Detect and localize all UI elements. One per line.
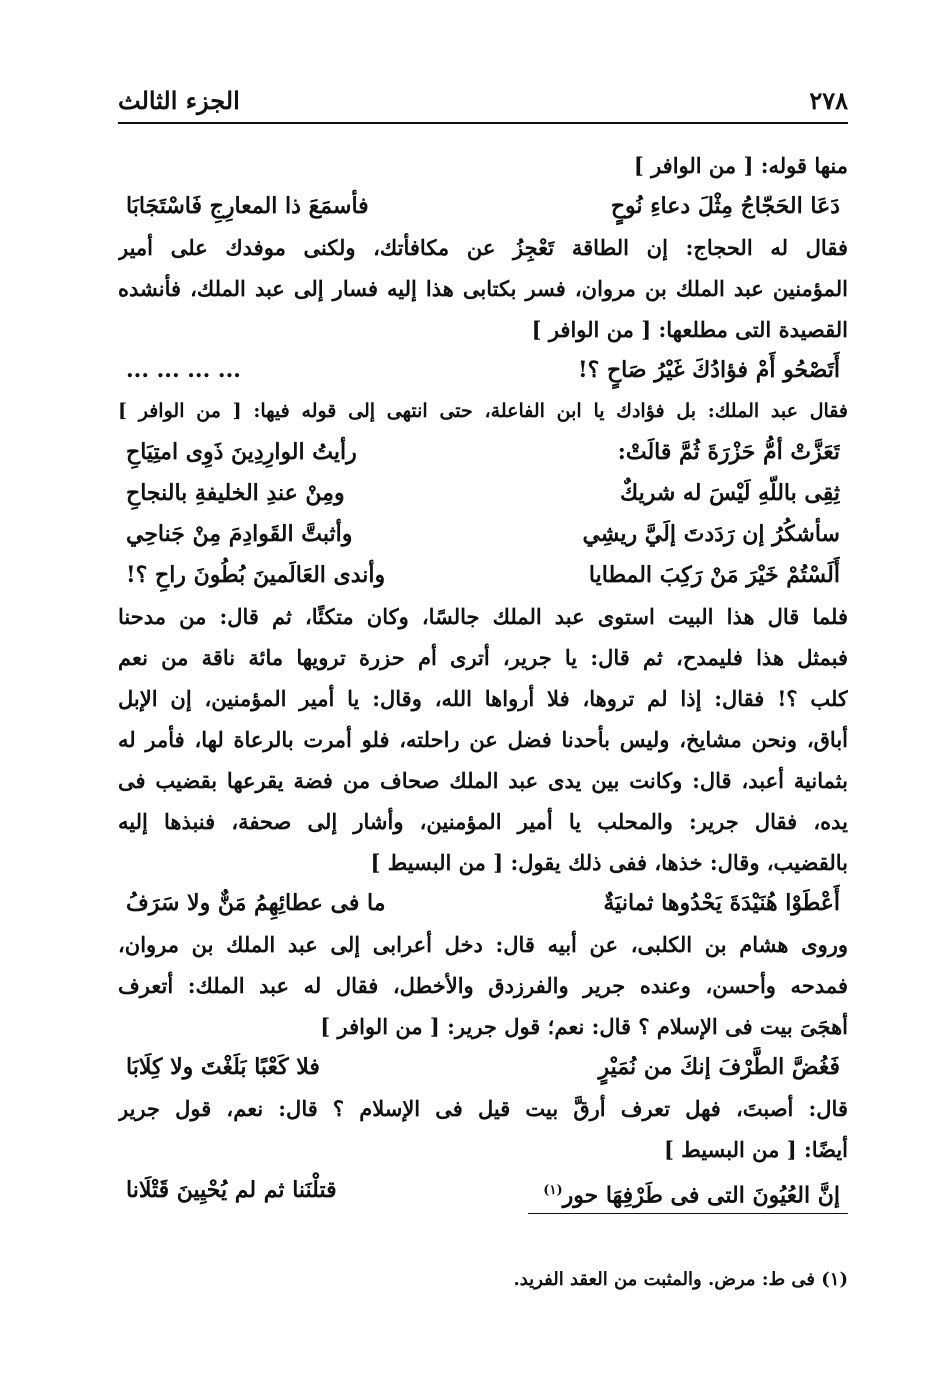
verse-second-hemistich: فلا كَعْبًا بَلَغْتَ ولا كِلَابَا <box>126 1054 320 1080</box>
footnote-reference: (١) <box>543 1183 563 1198</box>
verse-second-hemistich: رأيتُ الوارِدِينَ ذَوِى امتِيَاحِ <box>126 439 357 465</box>
verse-line <box>118 432 848 473</box>
verse-first-hemistich: ثِقِى باللّهِ لَيْسَ له شريكٌ <box>620 480 840 506</box>
prose-line: القصيدة التى مطلعها: [ من الوافر ] <box>531 317 848 342</box>
verse-line <box>118 350 848 391</box>
page-header <box>118 80 848 120</box>
verse-second-hemistich: ... ... ... ... <box>126 357 241 383</box>
verse-line <box>118 514 848 555</box>
verse-first-hemistich: إنَّ العُيُونَ التى فى طَرْفِهَا حور$^{(١)}$ <box>543 1182 840 1209</box>
verse-second-hemistich: ومِنْ عندِ الخليفةِ بالنجاحِ <box>126 480 345 506</box>
verse-first-hemistich: أَتَصْحُو أَمْ فؤادُكَ غَيْرُ صَاحٍ ؟! <box>577 357 840 383</box>
verse-second-hemistich: وأثبتَّ القَوادِمَ مِنْ جَناحِي <box>126 521 353 547</box>
verse-line <box>118 1170 848 1211</box>
verse-first-hemistich: فَغُضَّ الطَّرْفَ إنكَ من نُمَيْرٍ <box>598 1054 840 1080</box>
prose-line: وروى هشام بن الكلبى، عن أبيه قال: دخل أعرابى إلى عبد الملك بن مروان، <box>118 932 848 957</box>
verse-line <box>118 555 848 596</box>
verse-first-hemistich: تَعَزَّتْ أمُّ حَزْرَةَ ثُمَّ قالَتْ: <box>617 439 840 465</box>
prose-line: أيضًا: [ من البسيط ] <box>664 1137 848 1162</box>
verse-second-hemistich: وأندى العَالَمينَ بُطُونَ راحِ ؟! <box>126 562 386 588</box>
verse-second-hemistich: قتلْنَنا ثم لم يُحْيِينَ قَتْلَانا <box>126 1177 337 1203</box>
verse-first-hemistich: سأشكُرُ إن رَدَدتَ إلَيَّ ريشِي <box>582 521 840 547</box>
prose-line: أباق، ونحن مشايخ، وليس بأحدنا فضل عن راحلته، فلو أمرت بالرعاة لها، فأمر له <box>118 727 848 752</box>
page-number: ٢٧٨ <box>809 85 848 115</box>
prose-line: بثمانية أعبد، قال: وكانت بين يدى عبد الملك صحاف من فضة يقرعها بقضيب فى <box>118 768 848 793</box>
prose-line: المؤمنين عبد الملك بن مروان، فسر بكتابى هذا إليه فسار إلى عبد الملك، فأنشده <box>118 276 848 301</box>
prose-line: يده، فقال جرير: والمحلب يا أمير المؤمنين، وأشار إلى صحفة، فنبذها إليه <box>118 809 848 834</box>
header-rule <box>118 122 848 124</box>
verse-line <box>118 1047 848 1088</box>
footnote-separator <box>528 1213 848 1214</box>
prose-line: بالقضيب، وقال: خذها، ففى ذلك يقول: [ من البسيط ] <box>370 850 848 875</box>
verse-line <box>118 883 848 924</box>
prose-line: فمدحه وأحسن، وعنده جرير والفرزدق والأخطل، فقال له عبد الملك: أتعرف <box>118 973 848 998</box>
prose-line: فلما قال هذا البيت استوى عبد الملك جالسًا، وكان متكئًا، ثم قال: من مدحنا <box>118 604 848 629</box>
verse-second-hemistich: ما فى عطائِهِمُ مَنٌّ ولا سَرَفُ <box>126 890 386 916</box>
footnote: (١) فى ط: مرض. والمثبت من العقد الفريد. <box>513 1269 848 1290</box>
verse-first-hemistich: أَعْطَوْا هُنَيْدَةَ يَحْدُوها ثمانيَةٌ <box>603 890 840 916</box>
prose-line: كلب ؟! فقال: إذا لم تروها، فلا أرواها الله، وقال: يا أمير المؤمنين، إن الإبل <box>118 686 848 711</box>
verse-line <box>118 473 848 514</box>
verse-second-hemistich: فأسمَعَ ذا المعارِجِ فَاسْتَجَابَا <box>126 193 369 219</box>
prose-line: أهجَىَ بيت فى الإسلام ؟ قال: نعم؛ قول جرير: [ من الوافر ] <box>320 1014 848 1039</box>
prose-line: فقال له الحجاج: إن الطاقة تَعْجِزُ عن مكافأتك، ولكنى موفدك على أمير <box>118 235 848 260</box>
prose-line: فقال عبد الملك: بل فؤادك يا ابن الفاعلة، حتى انتهى إلى قوله فيها: [ من الوافر ] <box>118 400 848 422</box>
running-title: الجزء الثالث <box>118 85 240 115</box>
prose-line: قال: أصبتَ، فهل تعرف أرقَّ بيت قيل فى الإسلام ؟ قال: نعم، قول جرير <box>118 1096 848 1121</box>
prose-line: فبمثل هذا فليمدح، ثم قال: يا جرير، أترى أم حزرة ترويها مائة ناقة من نعم <box>118 645 848 670</box>
verse-first-hemistich: دَعَا الحَجّاجُ مِثْلَ دعاءِ نُوحٍ <box>610 193 840 219</box>
verse-line <box>118 186 848 227</box>
page-body <box>118 145 848 1214</box>
prose-line: منها قوله: [ من الوافر ] <box>633 153 848 178</box>
verse-first-hemistich: أَلَسْتُمْ خَيْرَ مَنْ رَكِبَ المطايا <box>588 562 840 588</box>
